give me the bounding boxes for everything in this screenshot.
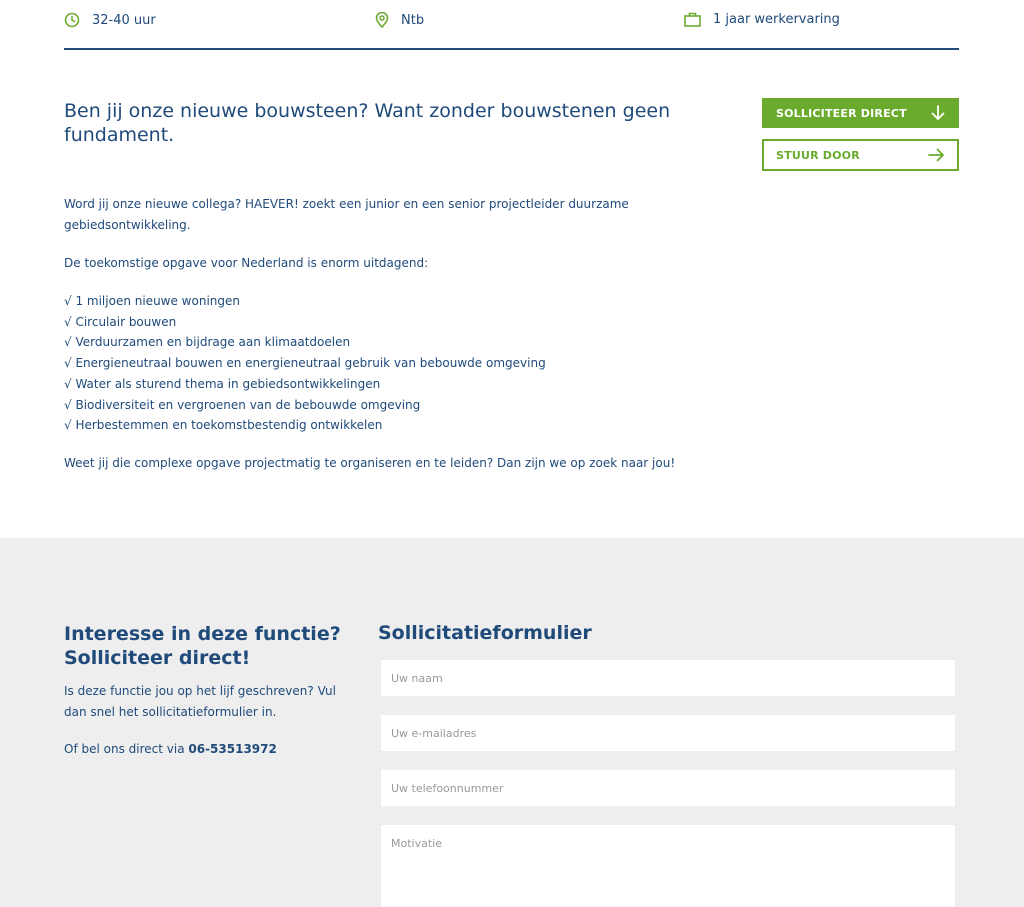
checklist-item: √ 1 miljoen nieuwe woningen bbox=[64, 294, 240, 308]
map-pin-icon bbox=[375, 12, 389, 28]
challenge-checklist bbox=[64, 291, 546, 436]
meta-hours bbox=[64, 12, 156, 28]
phone-number-link[interactable]: 06-53513972 bbox=[188, 742, 277, 756]
checklist-item: √ Herbestemmen en toekomstbestendig ontwikkelen bbox=[64, 418, 383, 433]
apply-direct-button[interactable] bbox=[762, 98, 959, 128]
closing-paragraph: Weet jij die complexe opgave projectmatig te organiseren en te leiden? Dan zijn we op zoek naar jou! bbox=[64, 456, 676, 470]
checklist-item: √ Circulair bouwen bbox=[64, 314, 177, 329]
meta-hours-text: 32-40 uur bbox=[92, 12, 156, 28]
checklist-item: √ Verduurzamen en bijdrage aan klimaatdoelen bbox=[64, 335, 351, 350]
checklist-item: √ Water als sturend thema in gebiedsontwikkelingen bbox=[64, 376, 381, 391]
job-meta-bar bbox=[64, 0, 959, 50]
briefcase-icon bbox=[684, 12, 701, 27]
arrow-right-icon bbox=[928, 148, 945, 162]
meta-experience bbox=[684, 12, 840, 27]
intro-paragraph: Word jij onze nieuwe collega? HAEVER! zoekt een junior en een senior projectleider duurzame gebiedsontwikkeling. bbox=[64, 197, 629, 232]
apply-heading: Interesse in deze functie? Solliciteer direct! bbox=[64, 623, 341, 669]
clock-icon bbox=[64, 12, 80, 28]
phone-prefix: Of bel ons direct via bbox=[64, 742, 189, 756]
intro-title: Ben jij onze nieuwe bouwsteen? Want zonder bouwstenen geen fundament. bbox=[64, 100, 671, 146]
form-title: Sollicitatieformulier bbox=[378, 622, 592, 644]
meta-location bbox=[375, 12, 424, 28]
motivation-textarea[interactable] bbox=[381, 825, 955, 907]
name-input[interactable] bbox=[381, 660, 955, 696]
checklist-item: √ Energieneutraal bouwen en energieneutraal gebruik van bebouwde omgeving bbox=[64, 356, 546, 371]
forward-button[interactable] bbox=[762, 139, 959, 171]
apply-text: Is deze functie jou op het lijf geschreven? Vul dan snel het sollicitatieformulier in. bbox=[64, 684, 336, 719]
checklist-item: √ Biodiversiteit en vergroenen van de bebouwde omgeving bbox=[64, 397, 421, 412]
arrow-down-icon bbox=[931, 105, 945, 121]
apply-direct-label: SOLLICITEER DIRECT bbox=[776, 106, 907, 120]
forward-label: STUUR DOOR bbox=[776, 148, 860, 162]
meta-location-text: Ntb bbox=[401, 12, 425, 28]
meta-experience-text: 1 jaar werkervaring bbox=[713, 12, 840, 27]
apply-section bbox=[0, 538, 1024, 907]
email-input[interactable] bbox=[381, 715, 955, 751]
apply-phone-line bbox=[64, 739, 277, 760]
phone-input[interactable] bbox=[381, 770, 955, 806]
challenge-paragraph: De toekomstige opgave voor Nederland is enorm uitdagend: bbox=[64, 256, 429, 270]
